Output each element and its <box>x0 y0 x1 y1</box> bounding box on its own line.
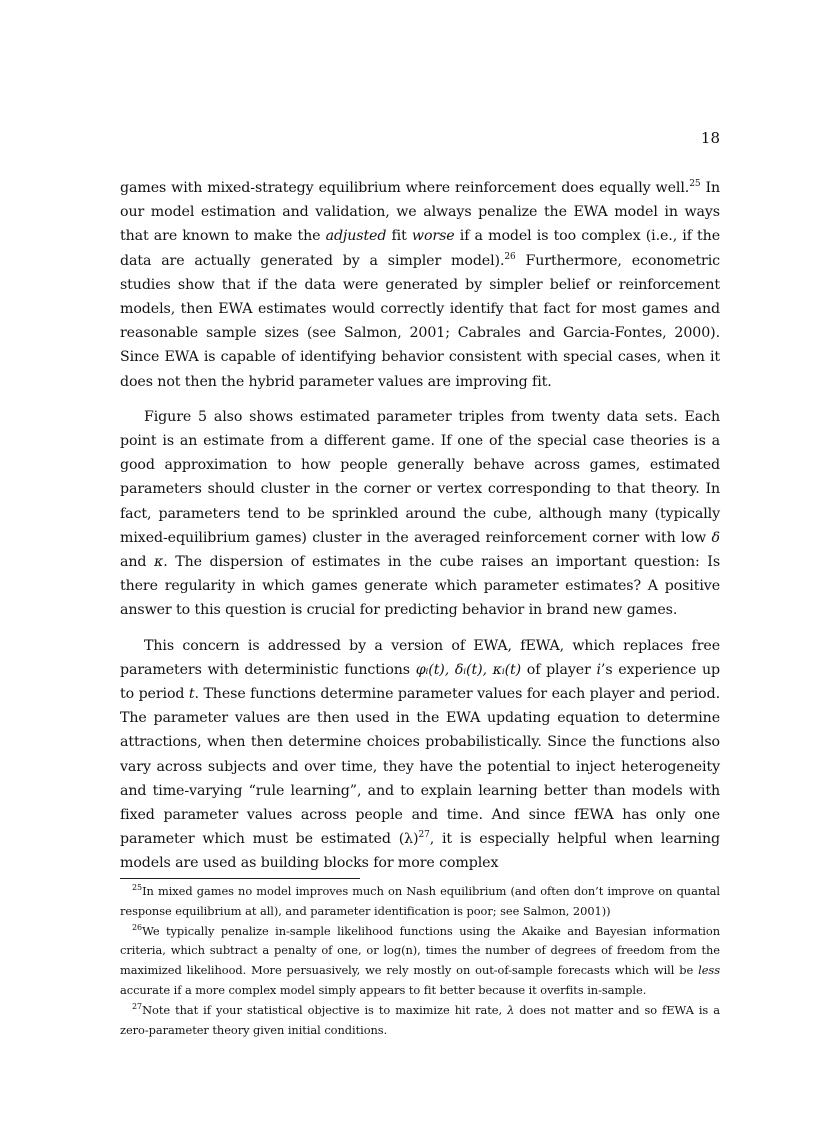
text: , it is especially helpful when learning models are used as building blocks for more complex <box>120 831 720 872</box>
math-variable: t <box>188 686 195 703</box>
body-text <box>120 176 720 887</box>
math-symbol: κ <box>153 554 164 571</box>
text: accurate if a more complex model simply appears to fit better because it overfits in-sample. <box>120 982 647 997</box>
footnote-ref-27: 27 <box>418 830 430 841</box>
math-symbol: λ <box>507 1002 515 1017</box>
text: Furthermore, econometric studies show that if the data were generated by simpler belief or reinforcement models, then EWA estimates would correctly identify that fact for most games and reasonable sample sizes (see Salmon, 2001; Cabrales and Garcia-Fontes, 2000). Since EWA is capable of identifying behavior consistent with special cases, when it does not then the hybrid parameter values are improving fit. <box>120 252 720 390</box>
text: We typically penalize in-sample likelihood functions using the Akaike and Bayesian information criteria, which subtract a penalty of one, or log(n), times the number of degrees of freedom from the maximized likelihood. More persuasively, we rely mostly on out-of-sample forecasts which will be <box>120 923 720 978</box>
page-number: 18 <box>700 129 720 147</box>
text: . These functions determine parameter values for each player and period. The parameter values are then used in the EWA updating equation to determine attractions, when then determine choices probabilistically. Since the functions also vary across subjects and over time, they have the potential to inject heterogeneity and time-varying “rule learning”, and to explain learning better than models with fixed parameter values across people and time. And since fEWA has only one parameter which must be estimated <box>120 686 720 848</box>
text: and <box>120 554 154 571</box>
emphasis: worse <box>411 228 455 245</box>
paragraph-3 <box>120 634 720 876</box>
footnote-divider <box>120 878 360 879</box>
text: This concern is addressed by a version of EWA, fEWA, which replaces free parameters with deterministic functions <box>120 637 720 678</box>
text: does not matter and so fEWA is a zero-parameter theory given initial conditions. <box>120 1002 720 1037</box>
math-variable: i <box>596 661 601 678</box>
footnote-mark: 26 <box>132 922 143 932</box>
footnote-27 <box>120 1001 720 1041</box>
footnote-mark: 27 <box>132 1001 143 1011</box>
emphasis: adjusted <box>325 228 387 245</box>
math-expression: φᵢ(t), δᵢ(t), κᵢ(t) <box>415 661 522 678</box>
emphasis: less <box>698 963 720 978</box>
text: of player <box>521 661 597 678</box>
math-expression: (λ) <box>398 831 419 848</box>
text: fit <box>386 228 412 245</box>
paragraph-2 <box>120 405 720 623</box>
text: Note that if your statistical objective is to maximize hit rate, <box>142 1002 508 1017</box>
text: games with mixed-strategy equilibrium where reinforcement does equally well. <box>120 180 690 196</box>
text: Figure 5 also shows estimated parameter triples from twenty data sets. Each point is an estimate from a different game. If one of the special case theories is a good approximation to how people generally behave across games, estimated parameters should cluster in the corner or vertex corresponding to that theory. In fact, parameters tend to be sprinkled around the cube, although many (typically mixed-equilibrium games) cluster in the averaged reinforcement corner with low <box>120 408 720 546</box>
text: if a model is too complex (i.e., if the data are actually generated by a simpler model). <box>120 228 720 269</box>
footnotes <box>120 882 720 1040</box>
footnote-25 <box>120 882 720 922</box>
footnote-mark: 25 <box>132 883 143 892</box>
footnote-ref-25: 25 <box>689 179 701 189</box>
text: In mixed games no model improves much on Nash equilibrium (and often don’t improve on quantal response equilibrium at all), and parameter identification is poor; see Salmon, 2001)) <box>120 884 720 918</box>
footnote-ref-26: 26 <box>504 251 516 262</box>
paragraph-1 <box>120 176 720 394</box>
text: ’s experience up to period <box>120 661 721 703</box>
footnote-26 <box>120 922 720 1001</box>
text: . The dispersion of estimates in the cube raises an important question: Is there regularity in which games generate which parameter estimates? A positive answer to this question is crucial for predicting behavior in brand new games. <box>120 554 720 619</box>
text: In our model estimation and validation, we always penalize the EWA model in ways that are known to make the <box>120 180 720 245</box>
math-symbol: δ <box>711 529 720 546</box>
